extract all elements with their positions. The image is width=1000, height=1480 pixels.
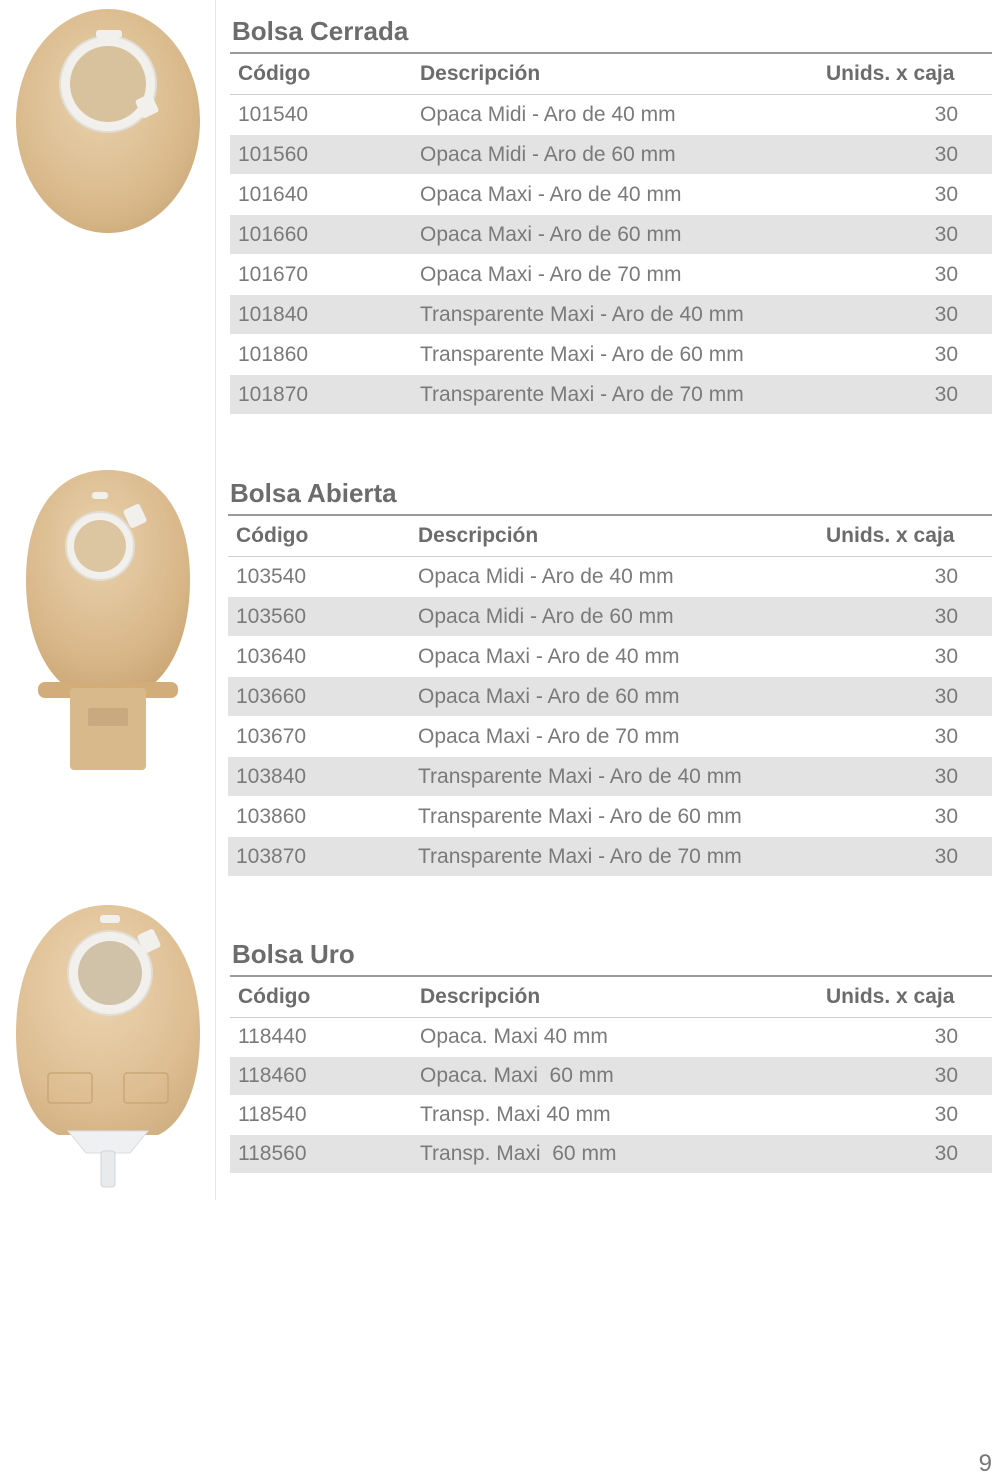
cell-descripcion: Transparente Maxi - Aro de 70 mm [418, 845, 742, 868]
section-title: Bolsa Cerrada [232, 16, 409, 46]
cell-codigo: 118540 [238, 1103, 307, 1126]
cell-unidades: 30 [934, 565, 958, 588]
cell-descripcion: Transparente Maxi - Aro de 40 mm [418, 765, 742, 788]
cell-codigo: 101640 [238, 183, 309, 206]
cell-unidades: 30 [934, 845, 958, 868]
cell-unidades: 30 [934, 1103, 958, 1126]
table-row [230, 135, 992, 175]
cell-codigo: 101540 [238, 103, 309, 126]
table-row [228, 717, 992, 757]
cell-descripcion: Opaca Maxi - Aro de 60 mm [420, 223, 682, 246]
table-header [228, 516, 992, 557]
header-descripcion: Descripción [418, 524, 539, 547]
cell-unidades: 30 [934, 605, 958, 628]
page-number: 9 [978, 1450, 992, 1477]
cell-unidades: 30 [934, 725, 958, 748]
cell-unidades: 30 [934, 765, 958, 788]
table-row [228, 597, 992, 637]
cell-descripcion: Opaca Maxi - Aro de 60 mm [418, 685, 680, 708]
cell-codigo: 118440 [238, 1025, 307, 1048]
cell-descripcion: Opaca Maxi - Aro de 70 mm [418, 725, 680, 748]
header-codigo: Código [238, 62, 311, 85]
table-row [230, 175, 992, 215]
table-row [230, 1018, 992, 1057]
cell-descripcion: Opaca. Maxi 40 mm [420, 1025, 608, 1048]
closed-pouch-image [8, 6, 208, 241]
table-row [230, 255, 992, 295]
cell-codigo: 103840 [236, 765, 307, 788]
cell-codigo: 101670 [238, 263, 309, 286]
cell-codigo: 118460 [238, 1064, 307, 1087]
cell-unidades: 30 [934, 1064, 958, 1087]
table-header [230, 977, 992, 1018]
cell-unidades: 30 [934, 1025, 958, 1048]
table-row [230, 295, 992, 335]
cell-unidades: 30 [934, 645, 958, 668]
cell-unidades: 30 [934, 183, 958, 206]
table-row [228, 837, 992, 877]
cell-descripcion: Transp. Maxi 60 mm [420, 1142, 617, 1165]
table-row [228, 797, 992, 837]
table-bolsa-cerrada [230, 14, 992, 415]
cell-unidades: 30 [934, 103, 958, 126]
table-row [228, 637, 992, 677]
section-title: Bolsa Uro [232, 939, 355, 969]
cell-codigo: 103640 [236, 645, 307, 668]
cell-descripcion: Opaca Maxi - Aro de 40 mm [420, 183, 682, 206]
header-descripcion: Descripción [420, 62, 541, 85]
section-title: Bolsa Abierta [230, 478, 397, 508]
cell-descripcion: Transparente Maxi - Aro de 70 mm [420, 383, 744, 406]
cell-unidades: 30 [934, 343, 958, 366]
cell-unidades: 30 [934, 685, 958, 708]
header-unidades: Unids. x caja [826, 524, 955, 547]
cell-codigo: 103660 [236, 685, 307, 708]
urostomy-pouch-image [8, 903, 208, 1198]
drainable-pouch-image [8, 470, 208, 785]
cell-descripcion: Transparente Maxi - Aro de 60 mm [420, 343, 744, 366]
cell-codigo: 118560 [238, 1142, 307, 1165]
cell-unidades: 30 [934, 223, 958, 246]
table-row [230, 1096, 992, 1135]
table-header [230, 54, 992, 95]
header-codigo: Código [238, 985, 311, 1008]
cell-descripcion: Opaca Midi - Aro de 40 mm [418, 565, 674, 588]
column-divider [215, 0, 216, 1200]
cell-codigo: 101560 [238, 143, 309, 166]
header-unidades: Unids. x caja [826, 62, 955, 85]
table-row [228, 557, 992, 597]
cell-descripcion: Transp. Maxi 40 mm [420, 1103, 611, 1126]
table-row [228, 677, 992, 717]
table-row [230, 375, 992, 415]
header-codigo: Código [236, 524, 309, 547]
table-row [228, 757, 992, 797]
table-row [230, 1057, 992, 1096]
cell-codigo: 101840 [238, 303, 309, 326]
cell-unidades: 30 [934, 263, 958, 286]
cell-codigo: 103560 [236, 605, 307, 628]
table-row [230, 335, 992, 375]
cell-descripcion: Opaca Midi - Aro de 60 mm [418, 605, 674, 628]
cell-descripcion: Transparente Maxi - Aro de 60 mm [418, 805, 742, 828]
cell-codigo: 101660 [238, 223, 309, 246]
cell-descripcion: Opaca. Maxi 60 mm [420, 1064, 614, 1087]
table-row [230, 1135, 992, 1174]
cell-codigo: 101860 [238, 343, 309, 366]
cell-codigo: 103670 [236, 725, 307, 748]
cell-codigo: 103540 [236, 565, 307, 588]
cell-descripcion: Opaca Maxi - Aro de 40 mm [418, 645, 680, 668]
cell-unidades: 30 [934, 143, 958, 166]
header-unidades: Unids. x caja [826, 985, 955, 1008]
table-row [230, 95, 992, 135]
cell-unidades: 30 [934, 1142, 958, 1165]
header-descripcion: Descripción [420, 985, 541, 1008]
cell-unidades: 30 [934, 805, 958, 828]
table-bolsa-abierta [228, 476, 992, 877]
cell-descripcion: Transparente Maxi - Aro de 40 mm [420, 303, 744, 326]
cell-codigo: 103870 [236, 845, 307, 868]
cell-codigo: 101870 [238, 383, 309, 406]
cell-descripcion: Opaca Midi - Aro de 40 mm [420, 103, 676, 126]
table-bolsa-uro [230, 937, 992, 1174]
cell-unidades: 30 [934, 383, 958, 406]
cell-unidades: 30 [934, 303, 958, 326]
cell-codigo: 103860 [236, 805, 307, 828]
table-row [230, 215, 992, 255]
cell-descripcion: Opaca Maxi - Aro de 70 mm [420, 263, 682, 286]
cell-descripcion: Opaca Midi - Aro de 60 mm [420, 143, 676, 166]
